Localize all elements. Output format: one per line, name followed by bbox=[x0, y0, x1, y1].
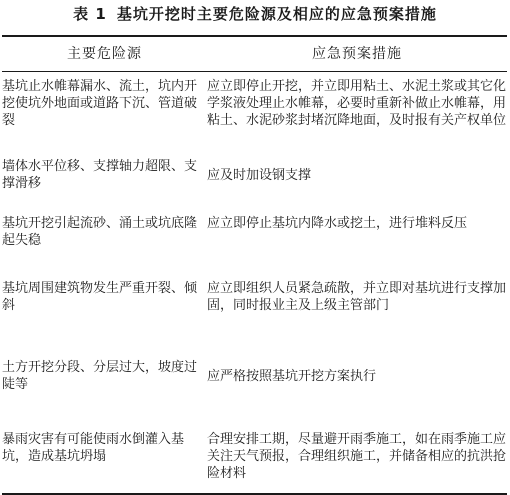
table-row bbox=[2, 72, 507, 153]
emergency-measure-cell: 应立即组织人员紧急疏散，并立即对基坑进行支撑加固，同时报业主及上级主管部门 bbox=[207, 281, 507, 313]
hazard-measures-table bbox=[2, 35, 507, 495]
emergency-measure-cell: 应及时加设钢支撑 bbox=[207, 168, 312, 183]
emergency-measure-cell: 应立即停止基坑内降水或挖土，进行堆料反压 bbox=[207, 216, 468, 231]
table-row bbox=[2, 209, 507, 265]
table-row bbox=[2, 345, 507, 419]
table-title: 基坑开挖时主要危险源及相应的应急预案措施 bbox=[116, 5, 437, 23]
table-caption bbox=[0, 2, 510, 26]
hazard-source-cell: 基坑周围建筑物发生严重开裂、倾斜 bbox=[2, 281, 198, 313]
table-number: 表 1 bbox=[73, 5, 107, 23]
hazard-source-cell: 墙体水平位移、支撑轴力超限、支撑滑移 bbox=[2, 159, 198, 191]
hazard-source-cell: 暴雨灾害有可能使雨水倒灌入基坑，造成基坑坍塌 bbox=[2, 432, 185, 464]
table-row bbox=[2, 419, 507, 494]
emergency-measure-cell: 合理安排工期，尽量避开雨季施工，如在雨季施工应关注天气预报，合理组织施工，并储备相应的抗洪抢险材料 bbox=[207, 432, 507, 481]
emergency-measure-cell: 应严格按照基坑开挖方案执行 bbox=[207, 369, 377, 384]
table-row bbox=[2, 152, 507, 209]
hazard-source-cell: 基坑开挖引起流砂、涌土或坑底隆起失稳 bbox=[2, 216, 198, 248]
hazard-source-cell: 土方开挖分段、分层过大，坡度过陡等 bbox=[2, 360, 198, 392]
header-emergency-measures: 应急预案措施 bbox=[312, 45, 402, 62]
header-hazard-source: 主要危险源 bbox=[67, 45, 142, 62]
emergency-measure-cell: 应立即停止开挖，并立即用粘土、水泥土浆或其它化学浆液处理止水帷幕，必要时重新补做止水帷幕，用粘土、水泥砂浆封堵沉降地面，及时报有关产权单位 bbox=[207, 79, 507, 128]
table-row bbox=[2, 265, 507, 345]
hazard-source-cell: 基坑止水帷幕漏水、流土，坑内开挖使坑外地面或道路下沉、管道破裂 bbox=[2, 79, 198, 128]
table-header-row bbox=[2, 36, 507, 72]
